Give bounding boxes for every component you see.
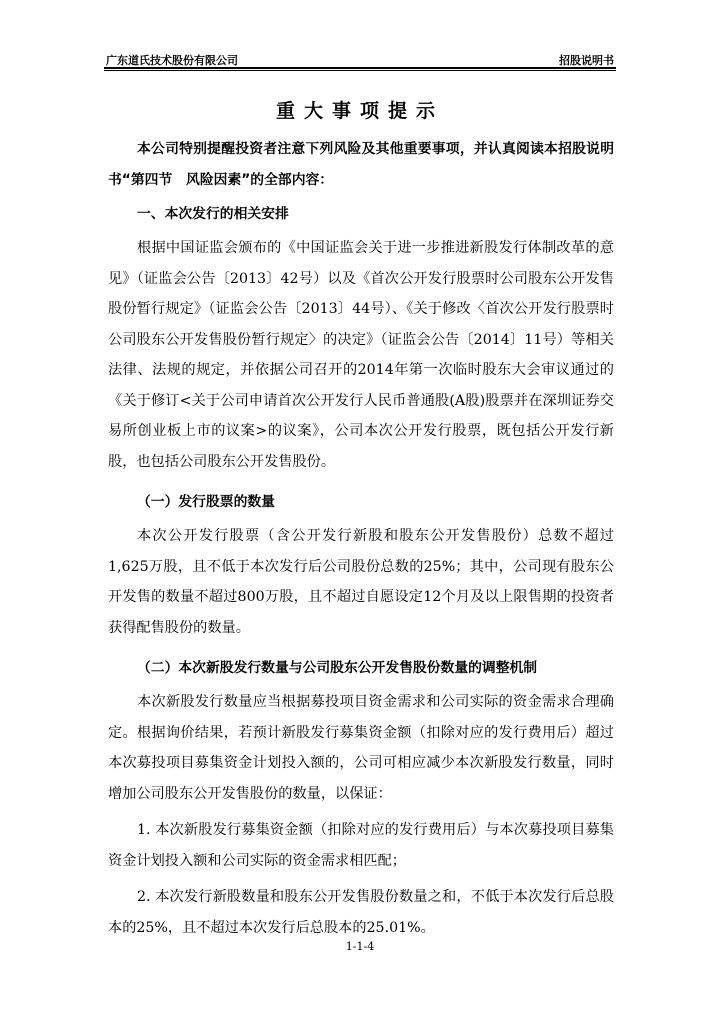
subsection-heading-adjustment-mechanism: （二）本次新股发行数量与公司股东公开发售股份数量的调整机制 — [137, 660, 538, 676]
subsection-paragraph-adjustment-mechanism: 本次新股发行数量应当根据募投项目资金需求和公司实际的资金需求合理确定。根据询价结果，若预计新股发行募集资金额（扣除对应的发行费用后）超过本次募投项目募集资金计划投入额的，公司可相应减少本次新股发行数量，同时增加公司股东公开发售股份的数量，以保证： — [108, 694, 614, 802]
list-item-2: 2. 本次发行新股数量和股东公开发售股份数量之和，不低于本次发行后总股本的25%，且不超过本次发行后总股本的25.01%。 — [108, 889, 614, 936]
header-rule-thin — [104, 70, 616, 71]
header-company-name: 广东道氏技术股份有限公司 — [106, 54, 238, 67]
document-body — [108, 134, 614, 943]
header-document-type: 招股说明书 — [559, 54, 614, 67]
list-item-1: 1. 本次新股发行募集资金额（扣除对应的发行费用后）与本次募投项目募集资金计划投入额和公司实际的资金需求相匹配； — [108, 822, 614, 869]
intro-paragraph: 本公司特别提醒投资者注意下列风险及其他重要事项，并认真阅读本招股说明书“第四节 风险因素”的全部内容： — [108, 141, 614, 188]
page-number: 1-1-4 — [345, 940, 375, 953]
subsection-heading-share-quantity: （一）发行股票的数量 — [137, 494, 275, 510]
subsection-paragraph-share-quantity: 本次公开发行股票（含公开发行新股和股东公开发售股份）总数不超过1,625万股，且不低于本次发行后公司股份总数的25%；其中，公司现有股东公开发售的数量不超过800万股，且不超过自愿设定12个月及以上限售期的投资者获得配售股份的数量。 — [108, 528, 614, 636]
section-paragraph-issuance-arrangement: 根据中国证监会颁布的《中国证监会关于进一步推进新股发行体制改革的意见》（证监会公告〔2013〕42号）以及《首次公开发行股票时公司股东公开发售股份暂行规定》（证监会公告〔2013〕44号）、《关于修改〈首次公开发行股票时公司股东公开发售股份暂行规定〉的决定》（证监会公告〔2014〕11号）等相关法律、法规的规定，并依据公司召开的2014年第一次临时股东大会审议通过的《关于修订<关于公司申请首次公开发行人民币普通股(A股)股票并在深圳证券交易所创业板上市的议案>的议案》，公司本次公开发行股票，既包括公开发行新股，也包括公司股东公开发售股份。 — [108, 240, 614, 470]
header-rule-thick — [104, 67, 616, 69]
section-heading-issuance-arrangement: 一、本次发行的相关安排 — [137, 206, 289, 222]
page-title: 重大事项提示 — [275, 100, 444, 122]
